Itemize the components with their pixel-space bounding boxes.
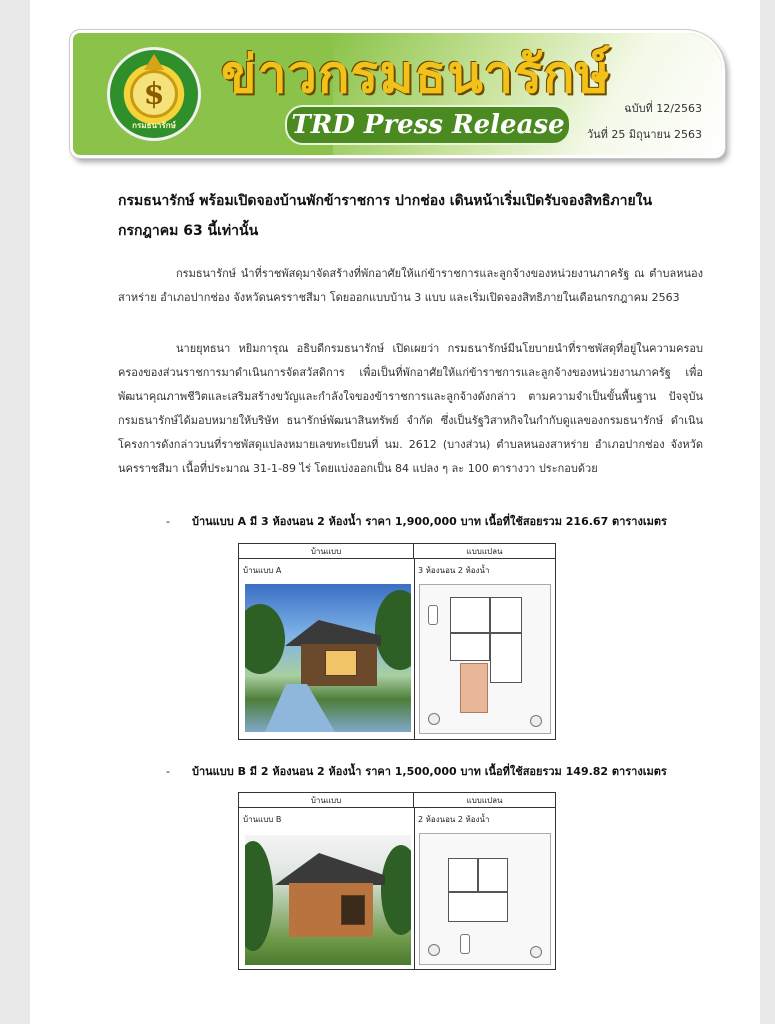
tree-shape	[245, 604, 285, 674]
paragraph-1	[118, 262, 703, 310]
house-b-table	[238, 792, 556, 970]
plan-room	[448, 892, 508, 922]
plan-car	[460, 934, 470, 954]
house-a-floorplan	[419, 584, 551, 734]
roof-shape	[275, 853, 385, 885]
table-header-house: บ้านแบบ	[239, 544, 414, 559]
table-divider	[414, 808, 415, 969]
plan-room	[478, 858, 508, 892]
issue-date: วันที่ 25 มิถุนายน 2563	[586, 128, 702, 141]
plan-shrub	[428, 713, 440, 725]
plan-car	[428, 605, 438, 625]
crown-shape	[144, 54, 164, 70]
house-a-photo	[245, 584, 411, 732]
logo-emblem: $	[130, 70, 178, 118]
window-shape	[325, 650, 357, 676]
tree-shape	[375, 590, 411, 670]
paragraph-2	[118, 337, 703, 481]
document-page	[30, 0, 760, 1024]
plan-shrub	[530, 946, 542, 958]
table-header-house: บ้านแบบ	[239, 793, 414, 808]
banner-title-english-box	[285, 105, 571, 145]
bullet-text: บ้านแบบ B มี 2 ห้องนอน 2 ห้องน้ำ ราคา 1,500,000 บาท เนื้อที่ใช้สอยรวม 149.82 ตารางเมตร	[192, 765, 667, 778]
bullet-dash: -	[166, 765, 170, 778]
house-a-table	[238, 543, 556, 740]
plan-deck	[460, 663, 488, 713]
bullet-house-b	[166, 762, 667, 780]
house-b-floorplan	[419, 833, 551, 965]
plan-shrub	[530, 715, 542, 727]
bullet-dash: -	[166, 515, 170, 528]
plan-room	[450, 597, 490, 633]
banner-title-english: TRD Press Release	[291, 110, 565, 140]
paragraph-1-text: กรมธนารักษ์ นำที่ราชพัสดุมาจัดสร้างที่พักอาศัยให้แก่ข้าราชการและลูกจ้างของหน่วยงานภาครัฐ ณ ตำบลหนองสาหร่าย อำเภอปากช่อง จังหวัดนครราชสีมา โดยออกแบบบ้าน 3 แบบ และเริ่มเปิดจองสิทธิภายในเดือนกรกฎาคม 2563	[118, 267, 703, 304]
bullet-house-a	[166, 512, 667, 530]
bullet-text: บ้านแบบ A มี 3 ห้องนอน 2 ห้องน้ำ ราคา 1,900,000 บาท เนื้อที่ใช้สอยรวม 216.67 ตารางเมตร	[192, 515, 667, 528]
plan-shrub	[428, 944, 440, 956]
table-header-plan: แบบแปลน	[414, 544, 555, 559]
driveway-shape	[265, 684, 335, 732]
tree-shape	[381, 845, 411, 935]
plan-label: 3 ห้องนอน 2 ห้องน้ำ	[418, 566, 490, 575]
headline: กรมธนารักษ์ พร้อมเปิดจองบ้านพักข้าราชการ ปากช่อง เดินหน้าเริ่มเปิดรับจองสิทธิภายในกรกฎาคม 63 นี้เท่านั้น	[118, 193, 653, 239]
tree-shape	[245, 841, 273, 951]
paragraph-2-text: นายยุทธนา หยิมการุณ อธิบดีกรมธนารักษ์ เปิดเผยว่า กรมธนารักษ์มีนโยบายนำที่ราชพัสดุที่อยู่ในความครอบครองของส่วนราชการมาดำเนินการจัดสวัสดิการ เพื่อเป็นที่พักอาศัยให้แก่ข้าราชการและลูกจ้างของหน่วยงานภาครัฐ เพื่อพัฒนาคุณภาพชีวิตและเสริมสร้างขวัญและกำลังใจของข้าราชการและลูกจ้างดังกล่าว ตามความจำเป็นขั้นพื้นฐาน ปัจจุบันกรมธนารักษ์ได้มอบหมายให้บริษัท ธนารักษ์พัฒนาสินทรัพย์ จำกัด ซึ่งเป็นรัฐวิสาหกิจในกำกับดูแลของกรมธนารักษ์ ดำเนินโครงการดังกล่าวบนที่ราชพัสดุแปลงหมายเลขทะเบียนที่ นม. 2612 (บางส่วน) ตำบลหนองสาหร่าย อำเภอปากช่อง จังหวัดนครราชสีมา เนื้อที่ประมาณ 31-1-89 ไร่ โดยแบ่งออกเป็น 84 แปลง ๆ ละ 100 ตารางวา ประกอบด้วย	[118, 342, 703, 475]
banner-title-thai: ข่าวกรมธนารักษ์	[221, 45, 611, 105]
treasury-department-logo-icon	[107, 47, 201, 141]
house-label: บ้านแบบ B	[243, 815, 282, 824]
house-b-photo	[245, 835, 411, 965]
plan-room	[450, 633, 490, 661]
house-label: บ้านแบบ A	[243, 566, 282, 575]
plan-room	[490, 597, 522, 633]
plan-label: 2 ห้องนอน 2 ห้องน้ำ	[418, 815, 490, 824]
press-release-banner	[70, 30, 725, 158]
table-header-plan: แบบแปลน	[414, 793, 555, 808]
plan-room	[448, 858, 478, 892]
table-divider	[414, 559, 415, 739]
issue-number: ฉบับที่ 12/2563	[624, 102, 702, 115]
roof-shape	[285, 620, 381, 646]
window-shape	[341, 895, 365, 925]
logo-text: กรมธนารักษ์	[132, 121, 176, 130]
plan-room	[490, 633, 522, 683]
